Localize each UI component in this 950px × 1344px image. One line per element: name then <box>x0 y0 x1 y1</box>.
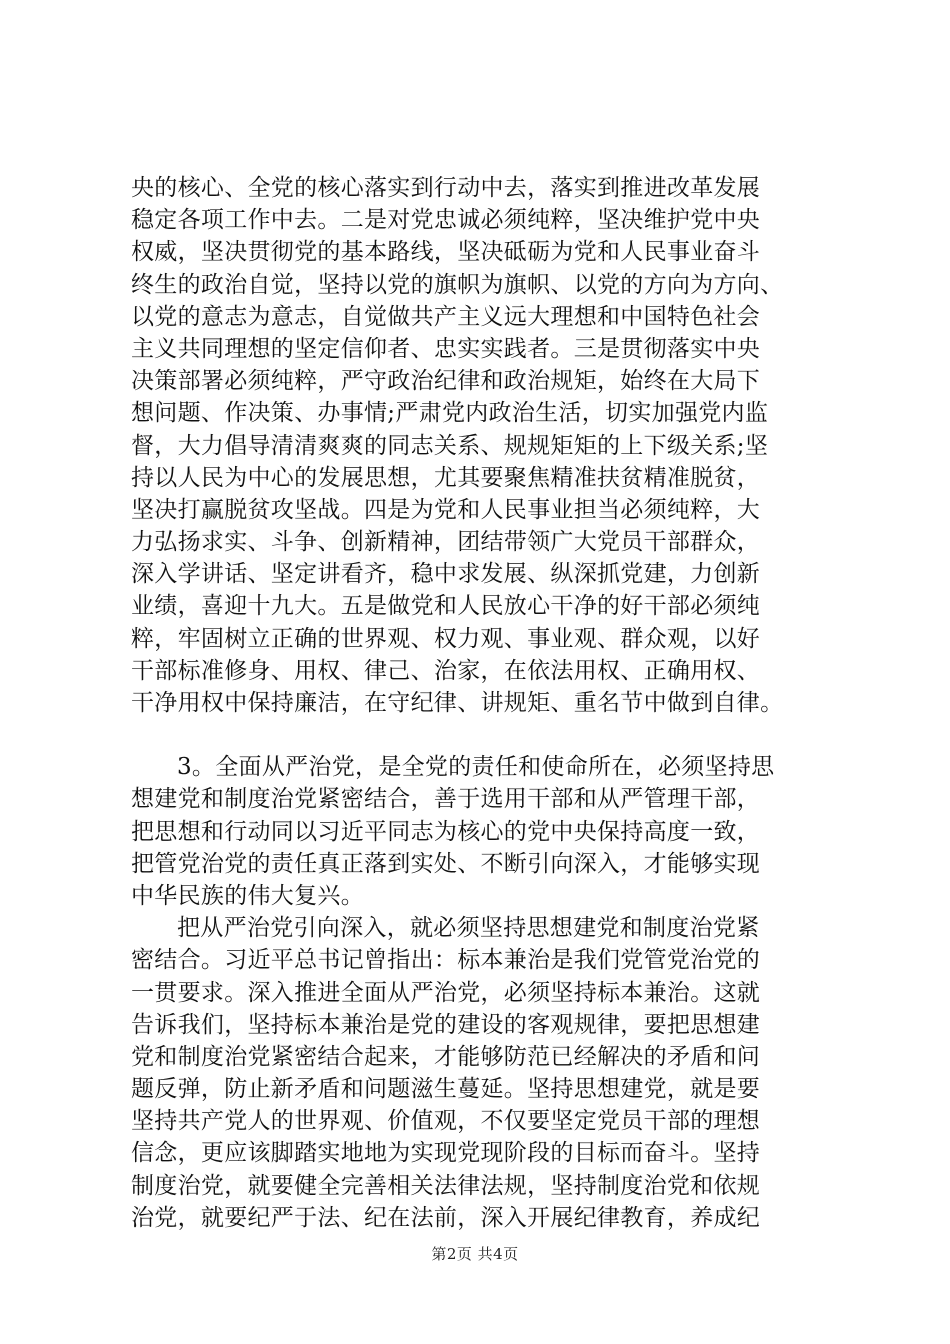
text-line: 把管党治党的责任真正落到实处、不断引向深入，才能够实现 <box>131 850 761 877</box>
text-line: 深入学讲话、坚定讲看齐，稳中求发展、纵深抓党建，力创新 <box>131 561 761 588</box>
text-line: 业绩，喜迎十九大。五是做党和人民放心干净的好干部必须纯 <box>131 593 761 620</box>
text-line: 坚决打赢脱贫攻坚战。四是为党和人民事业担当必须纯粹，大 <box>131 496 761 523</box>
text-line: 力弘扬求实、斗争、创新精神，团结带领广大党员干部群众， <box>131 529 761 556</box>
paragraph-continuation <box>131 172 831 719</box>
paragraph-section-3 <box>131 751 831 912</box>
text-line: 密结合。习近平总书记曾指出：标本兼治是我们党管党治党的 <box>131 947 761 974</box>
text-line: 党和制度治党紧密结合起来，才能够防范已经解决的矛盾和问 <box>131 1043 761 1070</box>
text-line: 制度治党，就要健全完善相关法律法规，坚持制度治党和依规 <box>131 1172 761 1199</box>
text-line: 粹，牢固树立正确的世界观、权力观、事业观、群众观，以好 <box>131 625 761 652</box>
text-line: 央的核心、全党的核心落实到行动中去，落实到推进改革发展 <box>131 175 761 201</box>
text-line: 权威，坚决贯彻党的基本路线，坚决砥砺为党和人民事业奋斗 <box>131 239 761 266</box>
text-line: 一贯要求。深入推进全面从严治党，必须坚持标本兼治。这就 <box>131 979 761 1006</box>
text-line: 干净用权中保持廉洁，在守纪律、讲规矩、重名节中做到自律。 <box>131 690 784 716</box>
text-line: 3。全面从严治党，是全党的责任和使命所在，必须坚持思 <box>177 754 775 781</box>
text-line: 终生的政治自觉，坚持以党的旗帜为旗帜、以党的方向为方向、 <box>131 271 784 298</box>
text-line: 以党的意志为意志，自觉做共产主义远大理想和中国特色社会 <box>131 303 761 330</box>
text-line: 信念，更应该脚踏实地地为实现党现阶段的目标而奋斗。坚持 <box>131 1140 761 1167</box>
paragraph-strict-governance <box>131 912 831 1234</box>
text-line: 持以人民为中心的发展思想，尤其要聚焦精准扶贫精准脱贫， <box>131 464 761 491</box>
text-line: 把思想和行动同以习近平同志为核心的党中央保持高度一致， <box>131 818 761 845</box>
text-line: 把从严治党引向深入，就必须坚持思想建党和制度治党紧 <box>177 915 760 942</box>
text-line: 干部标准修身、用权、律己、治家，在依法用权、正确用权、 <box>131 657 761 684</box>
text-line: 告诉我们，坚持标本兼治是党的建设的客观规律，要把思想建 <box>131 1011 761 1038</box>
page-footer: 第2页 共4页 <box>431 1245 519 1263</box>
text-line: 决策部署必须纯粹，严守政治纪律和政治规矩，始终在大局下 <box>131 368 761 395</box>
text-line: 中华民族的伟大复兴。 <box>131 882 364 909</box>
text-line: 坚持共产党人的世界观、价值观，不仅要坚定党员干部的理想 <box>131 1108 761 1135</box>
text-line: 稳定各项工作中去。二是对党忠诚必须纯粹，坚决维护党中央 <box>131 207 761 234</box>
document-body <box>131 172 831 1234</box>
text-line: 题反弹，防止新矛盾和问题滋生蔓延。坚持思想建党，就是要 <box>131 1076 761 1103</box>
text-line: 想问题、作决策、办事情;严肃党内政治生活，切实加强党内监 <box>131 400 769 427</box>
text-line: 治党，就要纪严于法、纪在法前，深入开展纪律教育，养成纪 <box>131 1204 761 1231</box>
text-line: 主义共同理想的坚定信仰者、忠实实践者。三是贯彻落实中央 <box>131 335 761 362</box>
paragraph-gap <box>131 719 831 751</box>
text-line: 想建党和制度治党紧密结合，善于选用干部和从严管理干部， <box>131 786 761 813</box>
text-line: 督，大力倡导清清爽爽的同志关系、规规矩矩的上下级关系;坚 <box>131 432 769 459</box>
